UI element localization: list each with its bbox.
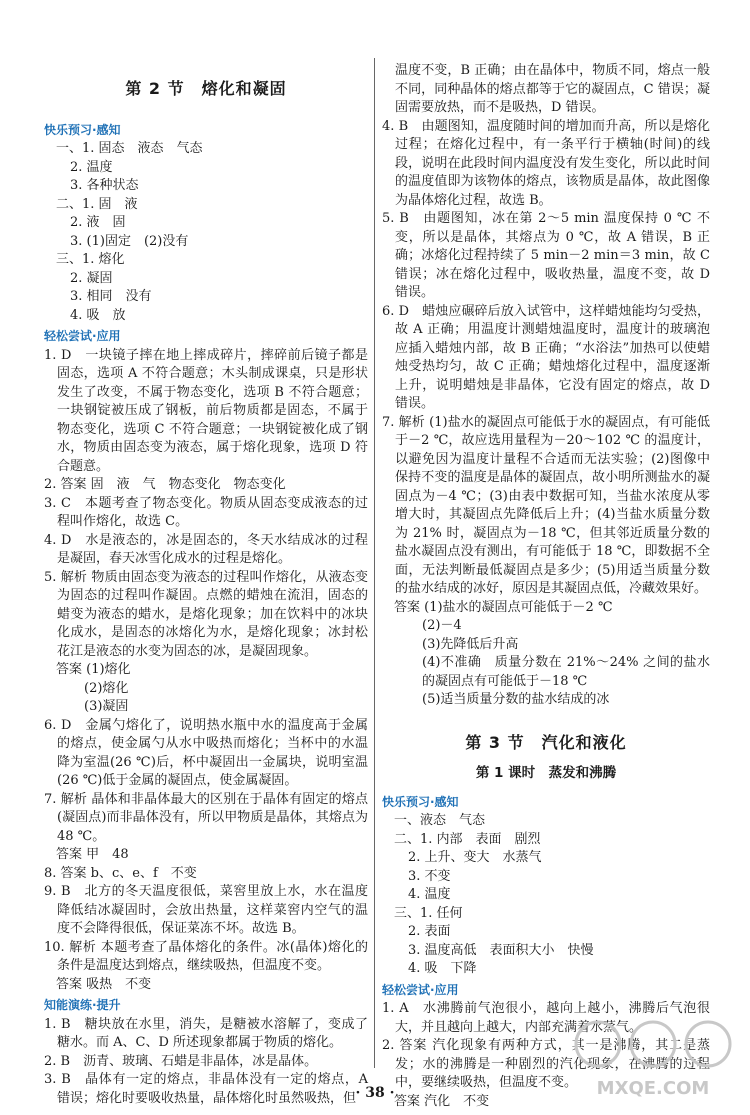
preview-line: 三、1. 熔化 [56, 252, 125, 267]
answer-continuation: 温度不变，B 正确；由在晶体中，物质不同，熔点一般不同，同种晶体的熔点都等于它的凝固点，C 错误；凝固需要放热，而不是吸热，D 错误。 [395, 63, 710, 115]
preview-line: 3. 相同 没有 [70, 289, 152, 304]
answer-line: (5)适当质量分数的盐水结成的冰 [422, 692, 610, 707]
answer-item: 10. 解析 本题考查了晶体熔化的条件。冰(晶体)熔化的条件是温度达到熔点，继续吸热，但温度不变。 [44, 939, 368, 973]
answer-line: 答案 (1)盐水的凝固点可能低于－2 ℃ [394, 599, 613, 615]
answer-item: 1. B 糖块放在水里，消失，是糖被水溶解了，变成了糖水。而 A、C、D 所述现象都属于物质的熔化。 [44, 1016, 368, 1050]
column-divider [374, 58, 375, 1068]
answer-item: 8. 答案 b、c、e、f 不变 [44, 865, 197, 881]
answer-line: (3)凝固 [84, 699, 129, 714]
right-column [382, 62, 710, 1111]
watermark-sub: MXQE.COM [596, 1078, 710, 1099]
preview-line: 2. 凝固 [70, 270, 113, 286]
answer-line: (4)不准确 质量分数在 21%～24% 之间的盐水的凝固点有可能低于－18 ℃ [422, 655, 710, 689]
answer-item: 2. 答案 固 液 气 物态变化 物态变化 [44, 477, 286, 492]
answer-item: 7. 解析 晶体和非晶体最大的区别在于晶体有固定的熔点(凝固点)而非晶体没有，所以甲物质是晶体，其熔点为48 ℃。 [44, 791, 368, 844]
section-heading-practice: 轻松尝试·应用 [382, 982, 459, 997]
answer-item: 3. B 晶体有一定的熔点，非晶体没有一定的熔点，A 错误；熔化时要吸收热量，晶体熔化时虽然吸热，但 [44, 1072, 368, 1106]
section-heading-preview: 快乐预习·感知 [44, 122, 121, 137]
left-column [44, 54, 368, 1108]
answer-item: 5. B 由题图知，冰在第 2～5 min 温度保持 0 ℃ 不变，所以是晶体，其熔点为 0 ℃，故 A 错误，B 正确；冰熔化过程持续了 5 min－2 min＝3 min，故 C 错误；冰在熔化过程中，吸收热量，温度不变，故 D 错误。 [382, 211, 710, 300]
preview-line: 二、1. 内部 表面 剧烈 [394, 831, 541, 847]
answer-item: 1. A 水沸腾前气泡很小，越向上越小，沸腾后气泡很大，并且越向上越大，内部充满着水蒸气。 [382, 1001, 710, 1035]
answer-item: 3. C 本题考查了物态变化。物质从固态变成液态的过程叫作熔化，故选 C。 [44, 495, 368, 529]
answer-line: (3)先降低后升高 [422, 636, 519, 652]
preview-line: 2. 温度 [70, 159, 113, 175]
preview-line: 一、1. 固态 液态 气态 [56, 141, 203, 156]
lesson-title: 第 1 课时 蒸发和沸腾 [475, 765, 617, 781]
answer-item: 4. D 水是液态的，冰是固态的，冬天水结成冰的过程是凝固，春天冰雪化成水的过程是熔化。 [44, 532, 368, 566]
answer-item: 6. D 金属勺熔化了，说明热水瓶中水的温度高于金属的熔点，使金属勺从水中吸热而熔化；当杯中的水温降为室温(26 ℃)后，杯中凝固出一金属块，说明室温(26 ℃)低于金属的凝固点，使金属凝固。 [44, 717, 368, 788]
preview-line: 3. 不变 [408, 868, 451, 884]
answer-item: 2. 答案 汽化现象有两种方式，其一是沸腾，其二是蒸发；水的沸腾是一种剧烈的汽化现象，在沸腾的过程中，要继续吸热，但温度不变。 [382, 1038, 710, 1090]
answer-line: 答案 汽化 不变 [394, 1093, 490, 1109]
answer-item: 4. B 由题图知，温度随时间的增加而升高，所以是熔化过程；在熔化过程中，有一条平行于横轴(时间)的线段，说明在此段时间内温度没有发生变化，所以此时间的温度值即为该物体的熔点，该物质是晶体，故此图像为晶体熔化过程，故选 B。 [382, 118, 710, 208]
answer-line: (2)－4 [422, 618, 462, 633]
preview-line: 2. 上升、变大 水蒸气 [408, 850, 542, 865]
answer-item: 2. B 沥青、玻璃、石蜡是非晶体，冰是晶体。 [44, 1053, 318, 1069]
preview-line: 4. 吸 下降 [408, 961, 477, 976]
answer-item: 1. D 一块镜子摔在地上摔成碎片，摔碎前后镜子都是固态，选项 A 不符合题意；木头制成课桌，只是形状发生了改变，不属于物态变化，选项 B 不符合题意；一块钢锭被压成了钢板，前后物质都是固态，不属于物态变化，选项 C 不符合题意；一块钢锭被化成了钢水，物质由固态变为液态，属于熔化现象，选项 D 符合题意。 [44, 347, 368, 474]
answer-line: (2)熔化 [84, 680, 129, 696]
section-heading-preview: 快乐预习·感知 [382, 794, 459, 809]
preview-line: 一、液态 气态 [394, 813, 486, 828]
answer-item: 5. 解析 物质由固态变为液态的过程叫作熔化，从液态变为固态的过程叫作凝固。点燃的蜡烛在流泪，固态的蜡变为液态的蜡水，是熔化现象；加在饮料中的冰块化成水，是固态的冰熔化为水，是熔化现象；冰封松花江是液态的水变为固态的冰，是凝固现象。 [44, 569, 368, 659]
section-title-3: 第 3 节 汽化和液化 [465, 732, 627, 752]
preview-line: 2. 表面 [408, 924, 451, 939]
preview-line: 3. (1)固定 (2)没有 [70, 233, 189, 249]
answer-line: 答案 甲 48 [56, 847, 129, 862]
answer-line: 答案 吸热 不变 [56, 976, 152, 992]
answer-line: 答案 (1)熔化 [56, 662, 131, 677]
answer-item: 9. B 北方的冬天温度很低，菜窖里放上水，水在温度降低结冰凝固时，会放出热量，这样菜窖内空气的温度不会降得很低，保证菜冻不坏。故选 B。 [44, 884, 368, 936]
answer-item: 7. 解析 (1)盐水的凝固点可能低于水的凝固点，有可能低于－2 ℃，故应选用量程为－20～102 ℃ 的温度计，以避免因为温度计量程不合适而无法实验；(2)图像中保持不变的温度是晶体的凝固点，故小明所测盐水的凝固点为－4 ℃；(3)由表中数据可知，当盐水浓度从零增大时，其凝固点先降低后上升；(4)当盐水质量分数为 21% 时，凝固点为－18 ℃，但其邻近质量分数的盐水凝固点没有测出，有可能低于 18 ℃，即数据不全面，无法判断最低凝固点是多少；(5)用适当质量分数的盐水结成的冰好，原因是其凝固点低，冷藏效果好。 [382, 414, 710, 596]
preview-line: 4. 温度 [408, 887, 451, 902]
preview-line: 2. 液 固 [70, 215, 126, 230]
preview-line: 三、1. 任何 [394, 905, 463, 921]
answer-item: 6. D 蜡烛应碾碎后放入试管中，这样蜡烛能均匀受热，故 A 正确；用温度计测蜡烛温度时，温度计的玻璃泡应插入蜡烛内部，故 B 正确；“水浴法”加热可以使蜡烛受热均匀，故 C 正确；蜡烛熔化过程中，温度逐渐上升，说明蜡烛是非晶体，它没有固定的熔点，故 D 错误。 [382, 303, 710, 411]
page-number: · 38 · [355, 1085, 395, 1101]
section-title: 第 2 节 熔化和凝固 [125, 79, 287, 98]
preview-line: 二、1. 固 液 [56, 196, 138, 212]
preview-line: 4. 吸 放 [70, 307, 126, 323]
watermark-logo [568, 1010, 738, 1102]
preview-line: 3. 各种状态 [70, 178, 139, 193]
section-heading-practice: 轻松尝试·应用 [44, 329, 121, 343]
preview-line: 3. 温度高低 表面积大小 快慢 [408, 942, 594, 958]
section-heading-extension: 知能演练·提升 [44, 998, 121, 1012]
